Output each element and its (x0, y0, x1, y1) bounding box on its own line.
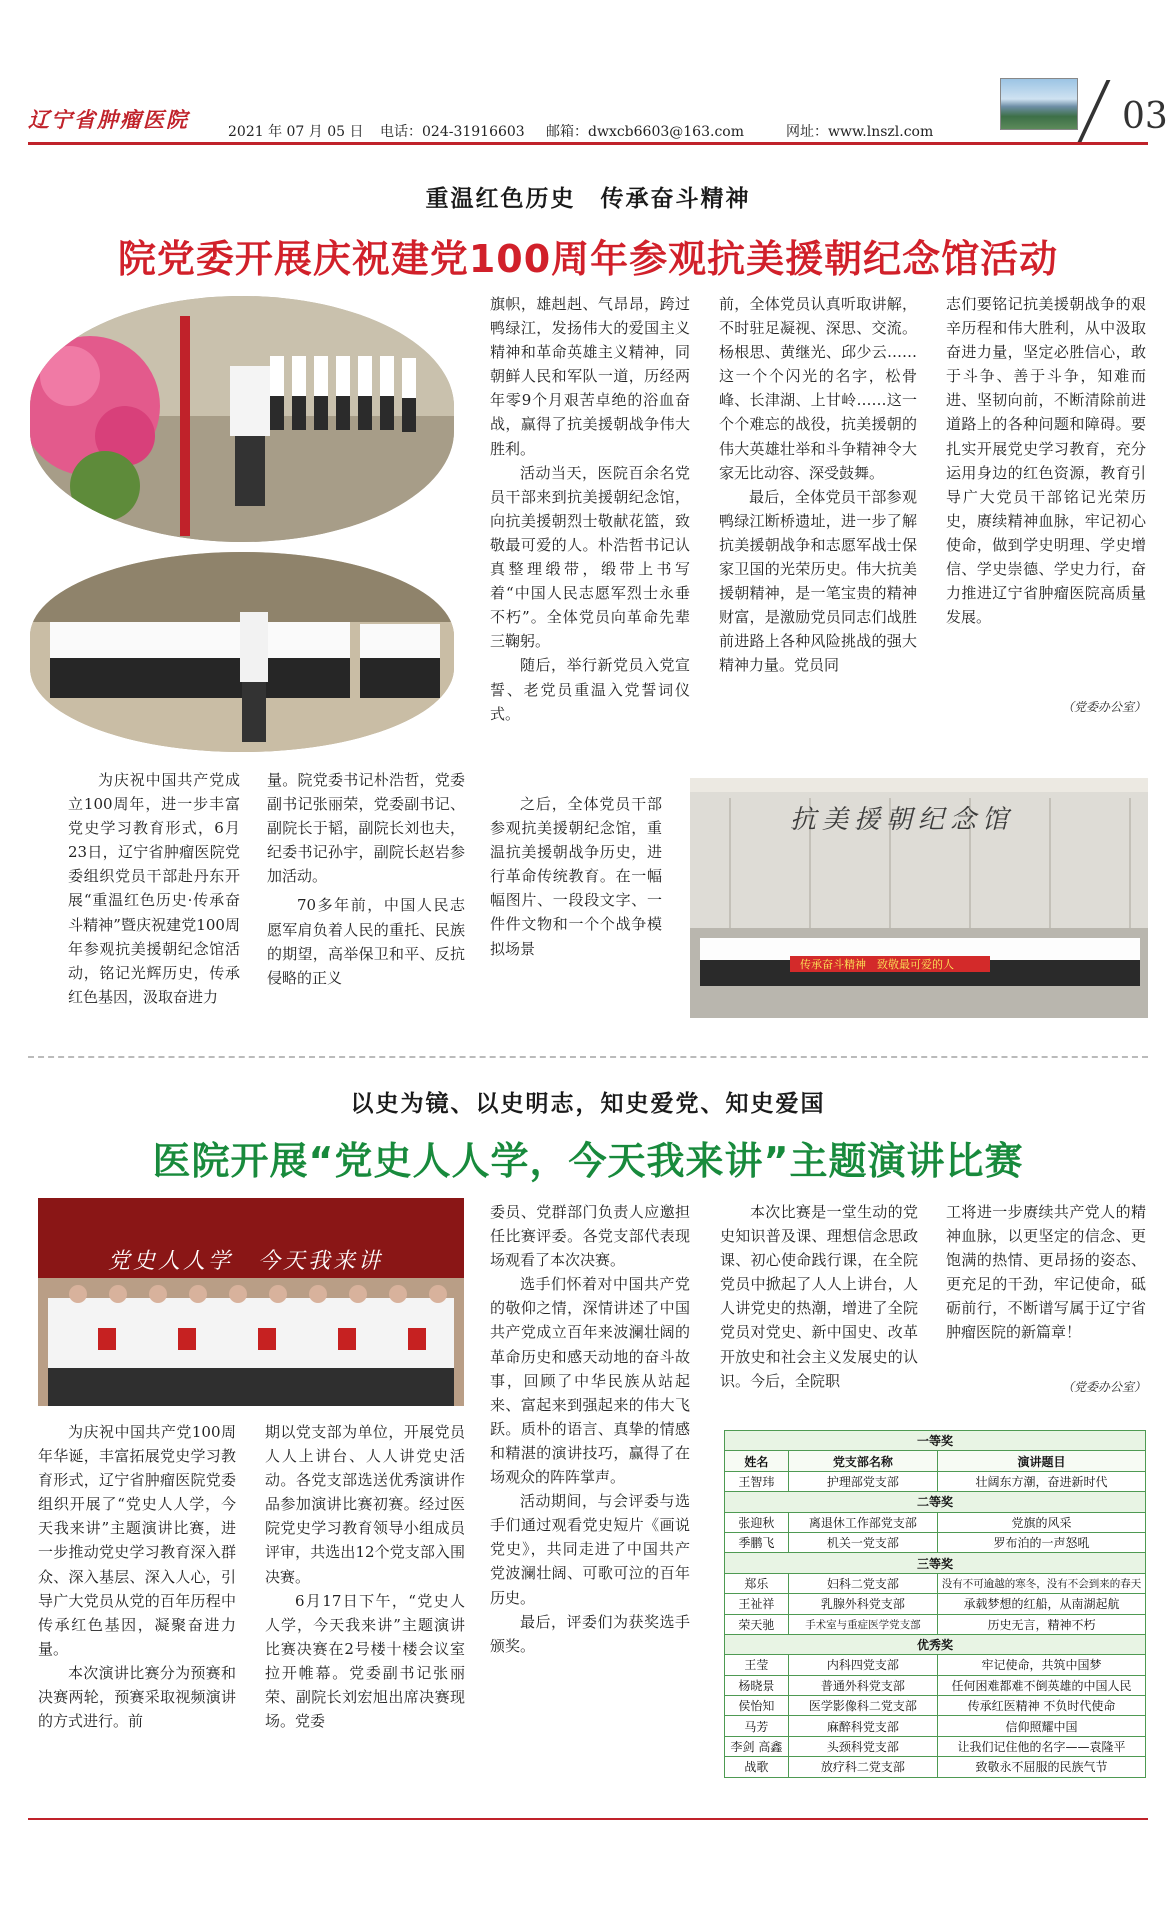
article2-column-3 (490, 1200, 690, 1820)
table-row (725, 1675, 1146, 1695)
party-branch: 离退休工作部党支部 (788, 1512, 937, 1532)
winner-name: 侯怡知 (725, 1696, 789, 1716)
table-row (725, 1736, 1146, 1756)
article1-column-1 (68, 768, 240, 1016)
article1-column-3a (490, 292, 690, 792)
speech-contest-photo (38, 1198, 464, 1406)
article1-kicker: 重温红色历史 传承奋斗精神 (425, 185, 751, 212)
article2-paragraph: 期以党支部为单位，开展党员人人上讲台、人人讲党史活动。各党支部选送优秀演讲作品参加演讲比赛初赛。经过医院党史学习教育领导小组成员评审，共选出12个党支部入围决赛。 (265, 1423, 465, 1586)
header-branch: 党支部名称 (788, 1451, 937, 1471)
header-name: 姓名 (725, 1451, 789, 1471)
paper-name-logo: 辽宁省肿瘤医院 (28, 107, 189, 132)
speech-title: 传承红医精神 不负时代使命 (938, 1696, 1146, 1716)
table-row (725, 1471, 1146, 1491)
article1-column-5 (946, 292, 1146, 722)
award-category-row (725, 1634, 1146, 1654)
winner-name: 季鹏飞 (725, 1532, 789, 1552)
article2-paragraph: 工将进一步赓续共产党人的精神血脉，以更坚定的信念、更饱满的热情、更昂扬的姿态、更充足的干劲，牢记使命，砥砺前行，不断谱写属于辽宁省肿瘤医院的新篇章！ (946, 1203, 1146, 1342)
winner-name: 王莹 (725, 1655, 789, 1675)
winner-name: 马芳 (725, 1716, 789, 1736)
party-branch: 普通外科党支部 (788, 1675, 937, 1695)
table-row (725, 1716, 1146, 1736)
speech-title: 壮阔东方潮，奋进新时代 (938, 1471, 1146, 1491)
party-branch: 放疗科二党支部 (788, 1757, 937, 1777)
footer-rule (28, 1818, 1148, 1820)
header-slash (1078, 80, 1111, 142)
winner-name: 郑乐 (725, 1573, 789, 1593)
article1-column-4 (719, 292, 917, 768)
article2-paragraph: 选手们怀着对中国共产党的敬仰之情，深情讲述了中国共产党成立百年来波澜壮阔的革命历史和感天动地的奋斗故事，回顾了中华民族从站起来、富起来到强起来的伟大飞跃。质朴的语言、真挚的情感和精湛的演讲技巧，赢得了在场观众的阵阵掌声。 (490, 1275, 690, 1487)
award-category-title: 优秀奖 (725, 1634, 1146, 1654)
article1-paragraph: 最后，全体党员干部参观鸭绿江断桥遗址，进一步了解抗美援朝战争和志愿军战士保家卫国的光荣历史。伟大抗美援朝精神，是一笔宝贵的精神财富，是激励党员同志们战胜前进路上各种风险挑战的强大精神力量。党员同 (719, 487, 917, 675)
issue-date: 2021 年 07 月 05 日 (228, 124, 364, 140)
article2-column-5 (946, 1200, 1146, 1390)
table-row (725, 1696, 1146, 1716)
header-rule (28, 142, 1148, 145)
article2-kicker: 以史为镜、以史明志，知史爱党、知史爱国 (350, 1090, 826, 1117)
email: 邮箱：dwxcb6603@163.com (546, 124, 744, 140)
award-category-row (725, 1553, 1146, 1573)
winner-name: 王祉祥 (725, 1594, 789, 1614)
article2-signature: （党委办公室） (1061, 1380, 1146, 1394)
winner-name: 荣天驰 (725, 1614, 789, 1634)
article1-paragraph: 之后，全体党员干部参观抗美援朝纪念馆，重温抗美援朝战争历史，进行革命传统教育。在一幅幅图片、一段段文字、一件件文物和一个个战争模拟场景 (490, 795, 662, 958)
table-row (725, 1655, 1146, 1675)
party-branch: 妇科二党支部 (788, 1573, 937, 1593)
speech-title: 信仰照耀中国 (938, 1716, 1146, 1736)
article1-paragraph: 量。院党委书记朴浩哲，党委副书记张丽荣，党委副书记、副院长于韬，副院长刘也夫，纪委书记孙宇，副院长赵岩参加活动。 (267, 771, 465, 886)
wreath-ceremony-photo (30, 296, 454, 542)
party-branch: 内科四党支部 (788, 1655, 937, 1675)
award-category-title: 二等奖 (725, 1492, 1146, 1512)
party-branch: 乳腺外科党支部 (788, 1594, 937, 1614)
table-row (725, 1512, 1146, 1532)
winner-name: 张迎秋 (725, 1512, 789, 1532)
article1-column-3b (490, 792, 662, 1016)
museum-sign: 抗美援朝纪念馆 (790, 805, 1015, 835)
winner-name: 战歌 (725, 1757, 789, 1777)
article1-paragraph: 活动当天，医院百余名党员干部来到抗美援朝纪念馆，向抗美援朝烈士敬献花篮，致敬最可爱的人。朴浩哲书记认真整理缎带，缎带上书写着“中国人民志愿军烈士永垂不朽”。全体党员向革命先辈三鞠躬。 (490, 463, 690, 651)
article1-paragraph: 70多年前，中国人民志愿军肩负着人民的重托、民族的期望，高举保卫和平、反抗侵略的正义 (267, 896, 465, 987)
party-branch: 护理部党支部 (788, 1471, 937, 1491)
party-branch: 麻醉科党支部 (788, 1716, 937, 1736)
award-category-title: 一等奖 (725, 1431, 1146, 1451)
article1-paragraph: 志们要铭记抗美援朝战争的艰辛历程和伟大胜利，从中汲取奋进力量，坚定必胜信心，敢于斗争、善于斗争，知难而进、坚韧向前，不断清除前进道路上的各种问题和障碍。要扎实开展党史学习教育，充分运用身边的红色资源，教育引导广大党员干部铭记光荣历史，赓续精神血脉，牢记初心使命，做到学史明理、学史增信、学史崇德、学史力行，奋力推进辽宁省肿瘤医院高质量发展。 (946, 295, 1146, 627)
speech-title: 没有不可逾越的寒冬，没有不会到来的春天 (938, 1573, 1146, 1593)
article2-column-4 (720, 1200, 918, 1420)
article2-paragraph: 本次演讲比赛分为预赛和决赛两轮，预赛采取视频演讲的方式进行。前 (38, 1663, 236, 1731)
article2-paragraph: 委员、党群部门负责人应邀担任比赛评委。各党支部代表现场观看了本次决赛。 (490, 1203, 690, 1270)
party-branch: 医学影像科二党支部 (788, 1696, 937, 1716)
speech-title: 牢记使命，共筑中国梦 (938, 1655, 1146, 1675)
article1-signature: （党委办公室） (1061, 700, 1146, 714)
party-branch: 手术室与重症医学党支部 (788, 1614, 937, 1634)
speech-title: 致敬永不屈服的民族气节 (938, 1757, 1146, 1777)
award-category-row (725, 1431, 1146, 1451)
speech-title: 历史无言，精神不朽 (938, 1614, 1146, 1634)
article2-paragraph: 为庆祝中国共产党100周年华诞，丰富拓展党史学习教育形式，辽宁省肿瘤医院党委组织开展了“党史人人学，今天我来讲”主题演讲比赛，进一步推动党史学习教育深入群众、深入基层、深入人心，引导广大党员从党的百年历程中传承红色基因，凝聚奋进力量。 (38, 1423, 236, 1658)
article1-column-2 (267, 768, 465, 1016)
speech-title: 承载梦想的红船，从南湖起航 (938, 1594, 1146, 1614)
article2-paragraph: 活动期间，与会评委与选手们通过观看党史短片《画说党史》，共同走进了中国共产党波澜壮阔、可歌可泣的百年历史。 (490, 1492, 690, 1607)
party-branch: 头颈科党支部 (788, 1736, 937, 1756)
article2-paragraph: 本次比赛是一堂生动的党史知识普及课、理想信念思政课、初心使命践行课，在全院党员中掀起了人人上讲台，人人讲党史的热潮，增进了全院党员对党史、新中国史、改革开放史和社会主义发展史的认识。今后，全院职 (720, 1203, 918, 1390)
winner-name: 杨晓景 (725, 1675, 789, 1695)
article1-headline: 院党委开展庆祝建党100周年参观抗美援朝纪念馆活动 (117, 237, 1059, 281)
speech-title: 让我们记住他的名字——袁隆平 (938, 1736, 1146, 1756)
table-row (725, 1614, 1146, 1634)
table-row (725, 1532, 1146, 1552)
award-category-title: 三等奖 (725, 1553, 1146, 1573)
party-branch: 机关一党支部 (788, 1532, 937, 1552)
winner-name: 李剑 高鑫 (725, 1736, 789, 1756)
article2-column-2 (265, 1420, 465, 1820)
website: 网址：www.lnszl.com (786, 124, 934, 140)
page-number: 03 (1122, 96, 1168, 137)
article1-paragraph: 前，全体党员认真听取讲解，不时驻足凝视、深思、交流。杨根思、黄继光、邱少云……这一个个闪光的名字，松骨峰、长津湖、上甘岭……这一个个难忘的战役，抗美援朝的伟大英雄壮举和斗争精神令大家无比动容、深受鼓舞。 (719, 295, 917, 482)
table-header-row (725, 1451, 1146, 1471)
awards-table (724, 1430, 1146, 1778)
oath-ceremony-photo (30, 552, 454, 752)
banner-text: 传承奋斗精神 致敬最可爱的人 (800, 958, 954, 971)
phone: 电话：024-31916603 (380, 124, 525, 140)
article1-paragraph: 随后，举行新党员入党宣誓、老党员重温入党誓词仪式。 (490, 656, 690, 723)
speech-title: 任何困难都难不倒英雄的中国人民 (938, 1675, 1146, 1695)
article2-paragraph: 最后，评委们为获奖选手颁奖。 (490, 1612, 690, 1655)
article2-paragraph: 6月17日下午，“党史人人学，今天我来讲”主题演讲比赛决赛在2号楼十楼会议室拉开帷幕。党委副书记张丽荣、副院长刘宏旭出席决赛现场。党委 (265, 1591, 465, 1731)
section-divider (28, 1056, 1148, 1058)
museum-group-photo (690, 778, 1148, 1018)
article1-paragraph: 为庆祝中国共产党成立100周年，进一步丰富党史学习教育形式，6月23日，辽宁省肿瘤医院党委组织党员干部赴丹东开展“重温红色历史·传承奋斗精神”暨庆祝建党100周年参观抗美援朝纪念馆活动，铭记光辉历史，传承红色基因，汲取奋进力 (68, 771, 240, 1006)
table-row (725, 1594, 1146, 1614)
speech-title: 党旗的风采 (938, 1512, 1146, 1532)
hospital-building-photo (1000, 78, 1078, 130)
speech-title: 罗布泊的一声怒吼 (938, 1532, 1146, 1552)
winner-name: 王智玮 (725, 1471, 789, 1491)
award-category-row (725, 1492, 1146, 1512)
header-title: 演讲题目 (938, 1451, 1146, 1471)
article2-headline: 医院开展“党史人人学，今天我来讲”主题演讲比赛 (152, 1139, 1024, 1183)
photo-banner-text: 党史人人学 今天我来讲 (108, 1249, 384, 1274)
article1-paragraph: 旗帜，雄赳赳、气昂昂，跨过鸭绿江，发扬伟大的爱国主义精神和革命英雄主义精神，同朝鲜人民和军队一道，历经两年零9个月艰苦卓绝的浴血奋战，赢得了抗美援朝战争伟大胜利。 (490, 295, 690, 458)
table-row (725, 1757, 1146, 1777)
article2-column-1 (38, 1420, 236, 1820)
table-row (725, 1573, 1146, 1593)
